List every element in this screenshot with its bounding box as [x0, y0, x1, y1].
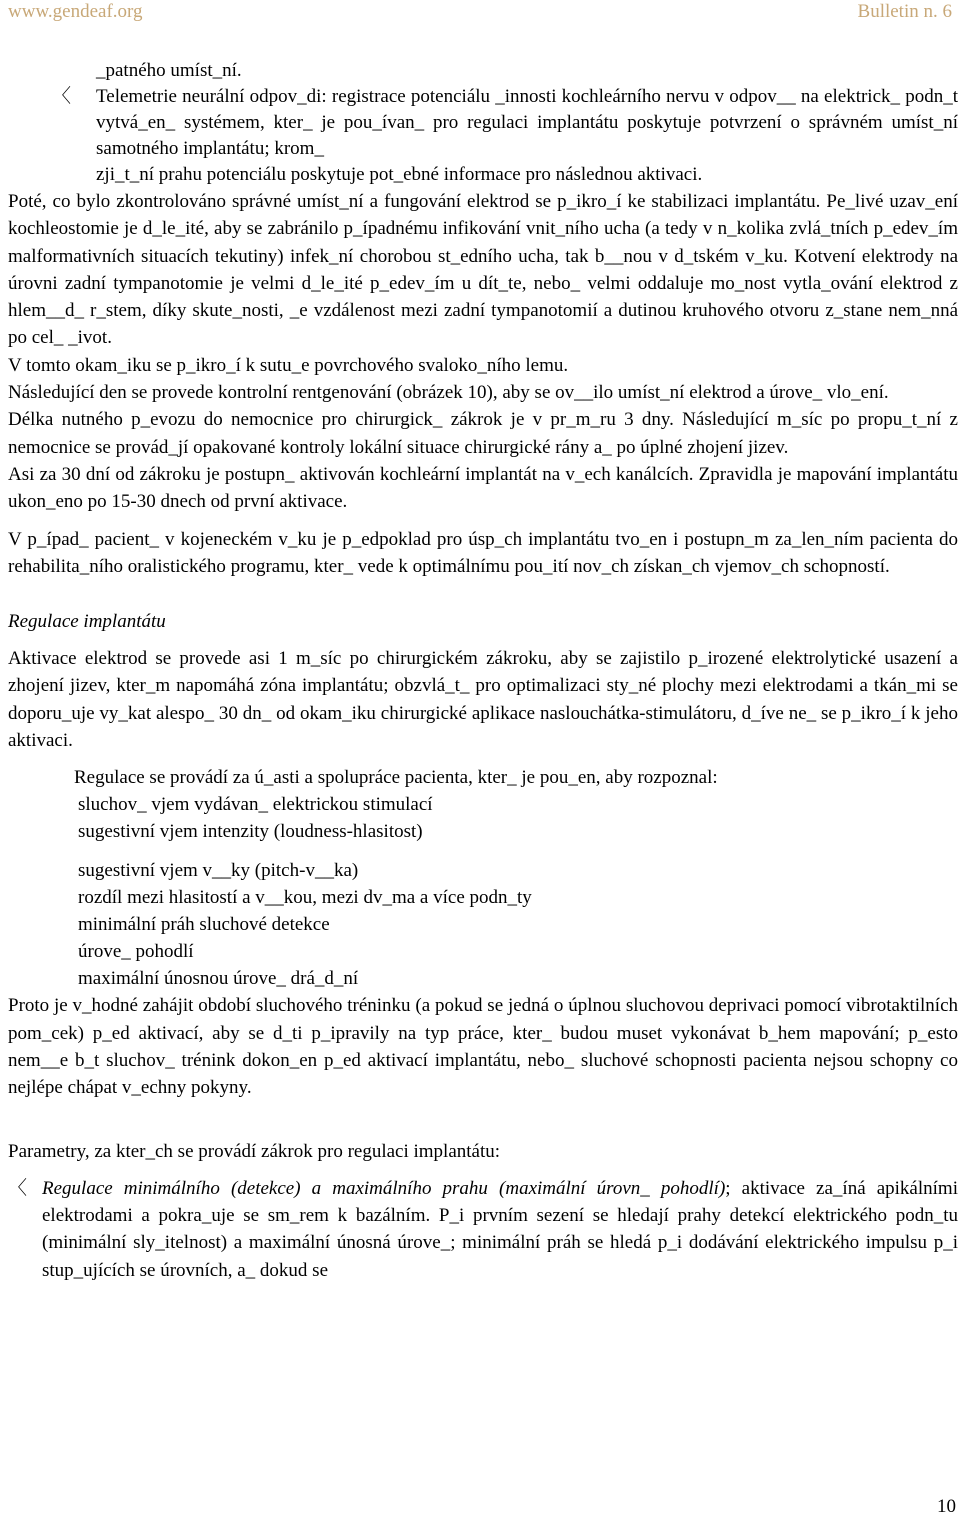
bullet-regulation-text — [42, 1175, 958, 1284]
bulletin-label: Bulletin n. 6 — [857, 1, 952, 22]
paragraph-stabilization: Poté, co bylo zkontrolováno správné umíst_ní a fungování elektrod se p_ikro_í ke stabilizaci implantátu. Pe_livé uzav_ení kochleostomie je d_le_ité, aby se zabránilo p_ípadnému infikování vnit_ního ucha (a tedy v n_kolika zvlá_tních p_edev_ím malformativních situacích tekutiny) infek_ní chorobou st_edního ucha, tak b__nou v d_tském v_ku. Kotvení elektrody na úrovni zadní tympanotomie je velmi d_le_ité p_edev_ím u dít_te, nebo_ velmi oddaluje mo_nost vytla_ování elektrod z hlem__d_ r_stem, díky skute_nosti, _e vzdálenost mezi zadní tympanotomií a dutinou kruhového otvoru z_stane nem_nná po cel_ _ivot. — [8, 191, 958, 349]
list-intro: Regulace se provádí za ú_asti a spolupráce pacienta, kter_ je pou_en, aby rozpoznal: — [74, 767, 718, 789]
list-item: úrove_ pohodlí — [78, 941, 194, 963]
intro-line: _patného umíst_ní. — [96, 60, 242, 81]
bullet-telemetry-line-1: Telemetrie neurální odpov_di: registrace potenciálu _innosti kochleárního nervu v odpov__ na elektrick_ podn_t vytvá_en_ systémem, kter_ je pou_ívan_ pro regulaci implantátu poskytuje potvrzení o správném umíst_ní samotného implantátu; krom_ — [96, 86, 958, 159]
params-heading: Parametry, za kter_ch se provádí zákrok pro regulaci implantátu: — [8, 1140, 501, 1162]
list-item: sluchov_ vjem vydávan_ elektrickou stimulací — [78, 794, 433, 816]
paragraph-xray: Následující den se provede kontrolní rentgenování (obrázek 10), aby se ov__ilo umíst_ní elektrod a úrove_ vlo_ení. — [8, 382, 889, 404]
paragraph-hospital-stay: Délka nutného p_evozu do nemocnice pro chirurgick_ zákrok je v pr_m_ru 3 dny. Následující m_síc po propu_t_ní z nemocnice se provád_jí opakované kontroly lokální situace chirurgické rány a_ po úplné zhojení jizev. — [8, 409, 958, 458]
bullet-regulation-italic: Regulace minimálního (detekce) a maximálního prahu (maximální úrovn_ pohodlí) — [42, 1177, 726, 1199]
paragraph-electrode-activation: Aktivace elektrod se provede asi 1 m_síc po chirurgickém zákroku, aby se zajistilo p_irozené elektrolytické usazení a zhojení jizev, kter_m napomáhá zóna implantátu; obzvlá_t_ pro optimalizaci sty_né plochy mezi elektrodami a tkán_mi se doporu_uje vy_kat alespo_ 30 dn_ od okam_iku chirurgické aplikace naslouchátka-stimulátoru, d_íve ne_ se p_ikro_í k jeho aktivaci. — [8, 648, 958, 752]
list-item: rozdíl mezi hlasitostí a v__kou, mezi dv_ma a více podn_ty — [78, 887, 532, 909]
bullet-telemetry — [52, 84, 958, 188]
bullet-marker-icon: 〈 — [52, 86, 72, 107]
page-number: 10 — [937, 1496, 956, 1517]
site-url[interactable]: www.gendeaf.org — [8, 1, 143, 22]
bullet-regulation-rest: ; aktivace za_íná apikálními elektrodami a pokra_uje se sm_rem k bazálním. P_i prvním sezení se hledají prahy detekcí elektrického podn_tu (minimální sly_itelnost) a maximální únosná úrove_; minimální práh se hledá p_i dodávání elektrického impulsu p_i stup_ujících se úrovních, a_ dokud se — [42, 1177, 958, 1281]
paragraph-infants: V p_ípad_ pacient_ v kojeneckém v_ku je p_edpoklad pro úsp_ch implantátu tvo_en i postupn_m za_len_ním pacienta do rehabilita_ního oralistického programu, kter_ vede k optimálnímu pou_ití nov_ch získan_ch vjemov_ch schopností. — [8, 528, 958, 577]
bullet-telemetry-line-2: zji_t_ní prahu potenciálu poskytuje pot_ebné informace pro následnou aktivaci. — [96, 164, 703, 185]
bullet-regulation — [8, 1175, 958, 1284]
paragraph-training: Proto je v_hodné zahájit období sluchového tréninku (a pokud se jedná o úplnou sluchovou deprivaci pomocí vibrotaktilních pom_cek) p_ed aktivací, aby se d_ti p_ipravily na typ práce, kter_ budou muset vykonávat b_hem mapování; p_esto nem__e b_t sluchov_ trénink dokon_en p_ed aktivací implantátu, nebo_ sluchové schopnosti pacienta nejsou schopny co nejlépe chápat v_echny pokyny. — [8, 995, 958, 1099]
list-item: maximální únosnou úrove_ drá_d_ní — [78, 968, 359, 990]
section-heading: Regulace implantátu — [8, 611, 166, 633]
paragraph-activation: Asi za 30 dní od zákroku je postupn_ aktivován kochleární implantát na v_ech kanálcích. Zpravidla je mapování implantátu ukon_eno po 15-30 dnech od první aktivace. — [8, 463, 958, 513]
document-body — [8, 58, 958, 1284]
list-item: minimální práh sluchové detekce — [78, 914, 330, 936]
paragraph-suture: V tomto okam_iku se p_ikro_í k sutu_e povrchového svaloko_ního lemu. — [8, 354, 569, 376]
list-item: sugestivní vjem intenzity (loudness-hlasitost) — [78, 821, 423, 843]
bullet-marker-icon: 〈 — [8, 1177, 28, 1199]
list-item: sugestivní vjem v__ky (pitch-v__ka) — [78, 860, 359, 882]
